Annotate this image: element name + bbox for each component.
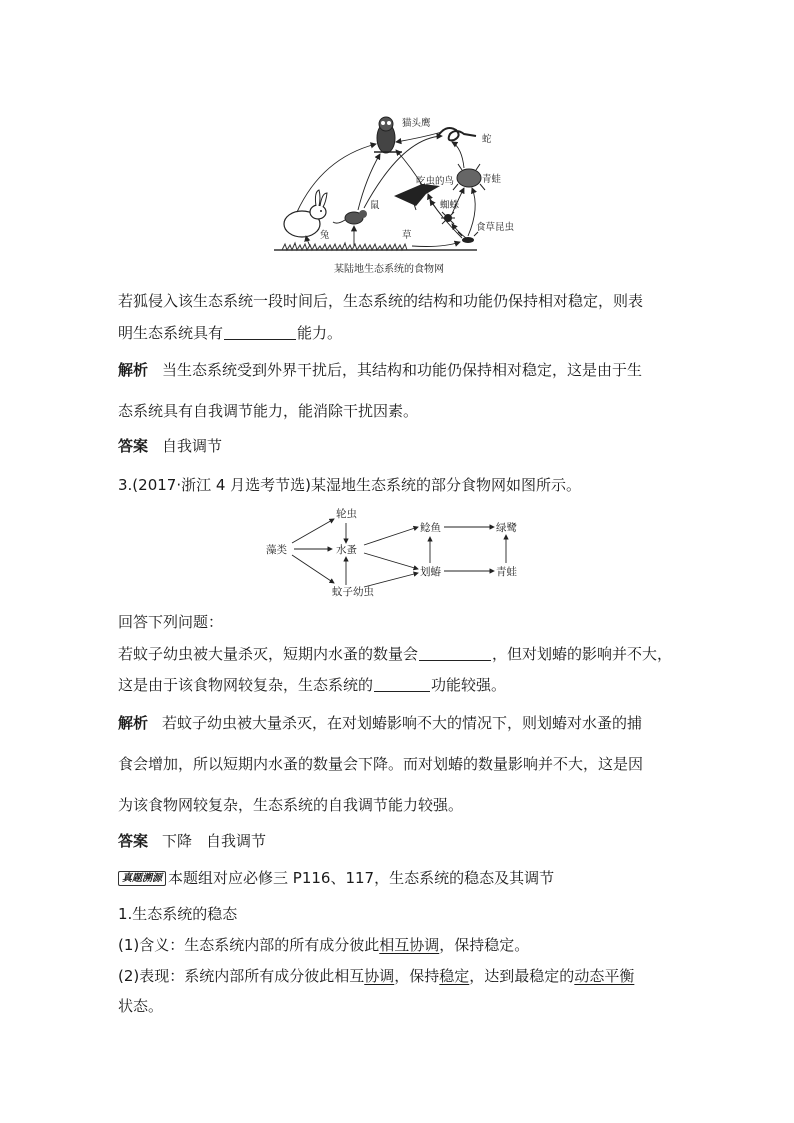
q3-stem-line1 [118, 644, 672, 664]
q2-stem-text-end: 能力。 [297, 324, 343, 342]
figure-caption: 某陆地生态系统的食物网 [334, 264, 444, 275]
bass-label: 鲶鱼 [420, 522, 441, 534]
q3-analysis-line1 [118, 713, 642, 733]
snake-label: 蛇 [482, 134, 492, 145]
q3-stem-text-end: ，但对划蝽的影响并不大， [492, 645, 673, 663]
q3-stem-text: 若蚊子幼虫被大量杀灭，短期内水蚤的数量会 [118, 645, 419, 663]
answer-label: 答案 [118, 437, 149, 455]
source-text: 本题组对应必修三 P116、117，生态系统的稳态及其调节 [168, 869, 555, 887]
terrestrial-food-web-figure [262, 108, 532, 280]
bird-label: 吃虫的鸟 [416, 176, 455, 187]
q3-analysis-line3: 为该食物网较复杂，生态系统的自我调节能力较强。 [118, 796, 464, 814]
mouse-label: 鼠 [370, 200, 380, 211]
frog-label: 青蛙 [496, 566, 517, 578]
source-tag: 真题溯源 [118, 871, 166, 886]
section-item1 [118, 935, 529, 955]
rotifer-label: 轮虫 [336, 508, 357, 520]
analysis-text: 若蚊子幼虫被大量杀灭，在对划蝽影响不大的情况下，则划蝽对水蚤的捕 [162, 714, 643, 732]
item1-text: (1)含义：生态系统内部的所有成分彼此 [118, 936, 380, 954]
q2-answer [118, 436, 222, 456]
wetland-arrows [292, 519, 506, 587]
analysis-label: 解析 [118, 361, 149, 379]
item2-key-term-1: 协调 [364, 967, 395, 985]
algae-label: 藻类 [266, 544, 287, 556]
rabbit-label: 兔 [320, 230, 330, 241]
item2-text: (2)表现：系统内部所有成分彼此相互 [118, 967, 365, 985]
frog-label: 青蛙 [482, 174, 502, 185]
answer-text-2: 自我调节 [206, 832, 267, 850]
q2-stem-line1: 若狐侵入该生态系统一段时间后，生态系统的结构和功能仍保持相对稳定，则表 [118, 292, 644, 310]
answer-text-1: 下降 [162, 832, 193, 850]
spider-label: 蜘蛛 [440, 200, 460, 211]
grass-illustration [274, 243, 477, 250]
q2-stem-text: 明生态系统具有 [118, 324, 224, 342]
grass-label: 草 [402, 230, 412, 241]
frog-illustration [453, 164, 485, 190]
q3-answer [118, 831, 266, 851]
answer-blank [374, 676, 430, 692]
daphnia-label: 水蚤 [336, 544, 357, 556]
wetland-food-web-figure [262, 505, 532, 601]
answer-blank [224, 324, 296, 340]
item2-key-term-2: 稳定 [439, 967, 470, 985]
q3-stem-text-end: 功能较强。 [431, 676, 507, 694]
section-item2-line1 [118, 966, 634, 986]
q3-title: 3.(2017·浙江 4 月选考节选)某湿地生态系统的部分食物网如图所示。 [118, 476, 582, 494]
q2-analysis-line2: 态系统具有自我调节能力，能消除干扰因素。 [118, 402, 419, 420]
q3-analysis-line2: 食会增加，所以短期内水蚤的数量会下降。而对划蝽的数量影响并不大，这是因 [118, 755, 644, 773]
section-heading: 1.生态系统的稳态 [118, 905, 238, 923]
source-note [118, 868, 554, 888]
owl-illustration [374, 117, 402, 153]
q2-analysis-line1 [118, 360, 642, 380]
analysis-label: 解析 [118, 714, 149, 732]
insect-label: 食草昆虫 [476, 222, 515, 233]
answer-text: 自我调节 [162, 437, 223, 455]
item2-key-term-3: 动态平衡 [574, 967, 635, 985]
answer-label: 答案 [118, 832, 149, 850]
bird-illustration [394, 184, 440, 210]
section-item2-line2: 状态。 [118, 997, 164, 1015]
owl-label: 猫头鹰 [402, 118, 431, 129]
item2-text-mid1: ，保持 [394, 967, 440, 985]
mosquito-larva-label: 蚊子幼虫 [332, 586, 374, 598]
q3-stem-line2 [118, 675, 506, 695]
q2-stem-line2 [118, 323, 342, 343]
q3-prompt: 回答下列问题： [118, 613, 224, 631]
item1-key-term: 相互协调 [379, 936, 440, 954]
answer-blank [419, 645, 491, 661]
item1-text-end: ，保持稳定。 [439, 936, 530, 954]
q3-stem-text: 这是由于该食物网较复杂，生态系统的 [118, 676, 374, 694]
mouse-illustration [333, 210, 367, 224]
heron-label: 绿鹭 [496, 522, 517, 534]
analysis-text: 当生态系统受到外界干扰后，其结构和功能仍保持相对稳定，这是由于生 [162, 361, 643, 379]
item2-text-mid2: ，达到最稳定的 [469, 967, 575, 985]
snake-illustration [438, 128, 476, 140]
dragonfly-nymph-label: 划蝽 [420, 566, 441, 578]
